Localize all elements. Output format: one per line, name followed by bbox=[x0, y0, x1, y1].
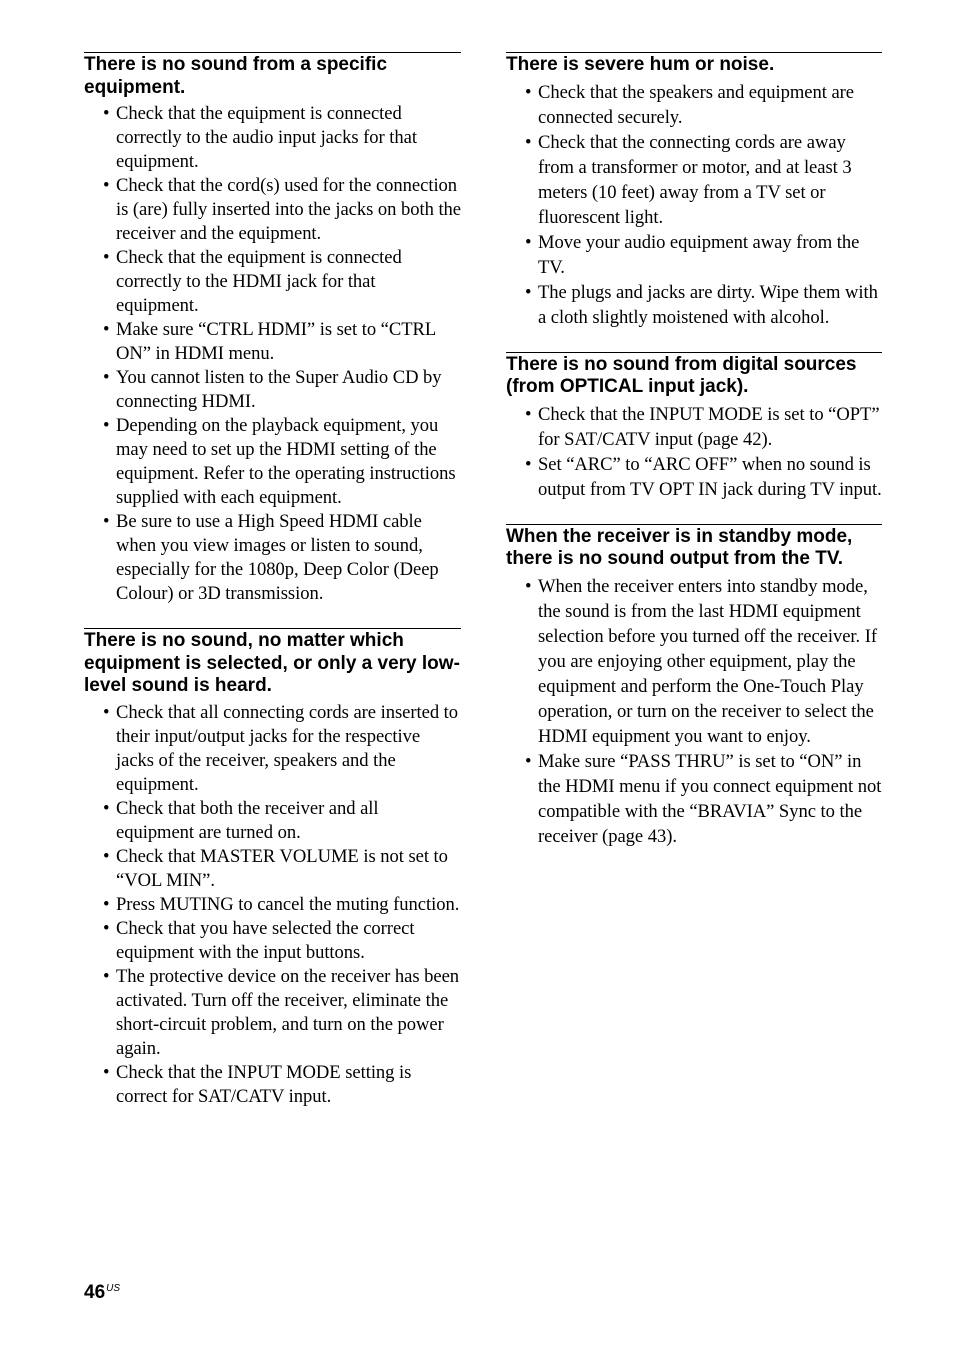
section-no-sound-specific-equipment bbox=[84, 52, 461, 606]
left-column bbox=[84, 52, 461, 1131]
section-heading: There is severe hum or noise. bbox=[506, 54, 775, 75]
list-item: • Check that both the receiver and all equipment are turned on. bbox=[84, 797, 461, 845]
section-heading: There is no sound from digital sources (from OPTICAL input jack). bbox=[506, 353, 857, 397]
section-standby-no-tv-sound bbox=[506, 524, 882, 849]
list-item: • Check that the cord(s) used for the connection is (are) fully inserted into the jacks on both the receiver and the equipment. bbox=[84, 174, 461, 246]
list-item: • Check that the connecting cords are away from a transformer or motor, and at least 3 meters (10 feet) away from a TV set or fluorescent light. bbox=[506, 130, 882, 230]
right-column bbox=[506, 52, 882, 871]
list-item: • The protective device on the receiver has been activated. Turn off the receiver, eliminate the short-circuit problem, and turn on the power again. bbox=[84, 965, 461, 1061]
section-heading: There is no sound from a specific equipment. bbox=[84, 54, 388, 98]
list-item: • Check that the INPUT MODE is set to “OPT” for SAT/CATV input (page 42). bbox=[506, 402, 882, 452]
section-heading: There is no sound, no matter which equipment is selected, or only a very low-level sound is heard. bbox=[84, 630, 460, 696]
list-item: • Make sure “CTRL HDMI” is set to “CTRL ON” in HDMI menu. bbox=[84, 318, 461, 366]
section-no-sound-digital-sources bbox=[506, 352, 882, 502]
list-item: • Make sure “PASS THRU” is set to “ON” in the HDMI menu if you connect equipment not compatible with the “BRAVIA” Sync to the receiver (page 43). bbox=[506, 749, 882, 849]
bullet-list bbox=[506, 80, 882, 330]
section-hum-or-noise bbox=[506, 52, 882, 330]
list-item: • Check that the INPUT MODE setting is correct for SAT/CATV input. bbox=[84, 1061, 461, 1109]
page-region-suffix: US bbox=[106, 1283, 121, 1294]
list-item: • When the receiver enters into standby mode, the sound is from the last HDMI equipment selection before you turned off the receiver. If you are enjoying other equipment, play the equipment and perform the One-Touch Play operation, or turn on the receiver to select the HDMI equipment you want to enjoy. bbox=[506, 574, 882, 749]
page-number bbox=[84, 1282, 120, 1304]
bullet-list bbox=[506, 574, 882, 849]
bullet-list bbox=[84, 102, 461, 606]
page-number-value: 46 bbox=[84, 1282, 106, 1303]
list-item: • Check that you have selected the correct equipment with the input buttons. bbox=[84, 917, 461, 965]
list-item: • Depending on the playback equipment, you may need to set up the HDMI setting of the equipment. Refer to the operating instructions supplied with each equipment. bbox=[84, 414, 461, 510]
bullet-list bbox=[506, 402, 882, 502]
list-item: • Check that the equipment is connected correctly to the audio input jacks for that equipment. bbox=[84, 102, 461, 174]
section-no-sound-any-equipment bbox=[84, 628, 461, 1109]
list-item: • Check that the speakers and equipment are connected securely. bbox=[506, 80, 882, 130]
list-item: • Check that all connecting cords are inserted to their input/output jacks for the respective jacks of the receiver, speakers and the equipment. bbox=[84, 701, 461, 797]
list-item: • Press MUTING to cancel the muting function. bbox=[84, 893, 461, 917]
section-heading: When the receiver is in standby mode, there is no sound output from the TV. bbox=[506, 525, 853, 569]
list-item: • Set “ARC” to “ARC OFF” when no sound is output from TV OPT IN jack during TV input. bbox=[506, 452, 882, 502]
list-item: • You cannot listen to the Super Audio CD by connecting HDMI. bbox=[84, 366, 461, 414]
list-item: • Move your audio equipment away from the TV. bbox=[506, 230, 882, 280]
list-item: • Check that the equipment is connected correctly to the HDMI jack for that equipment. bbox=[84, 246, 461, 318]
bullet-list bbox=[84, 701, 461, 1109]
list-item: • Be sure to use a High Speed HDMI cable when you view images or listen to sound, especially for the 1080p, Deep Color (Deep Colour) or 3D transmission. bbox=[84, 510, 461, 606]
list-item: • Check that MASTER VOLUME is not set to “VOL MIN”. bbox=[84, 845, 461, 893]
list-item: • The plugs and jacks are dirty. Wipe them with a cloth slightly moistened with alcohol. bbox=[506, 280, 882, 330]
